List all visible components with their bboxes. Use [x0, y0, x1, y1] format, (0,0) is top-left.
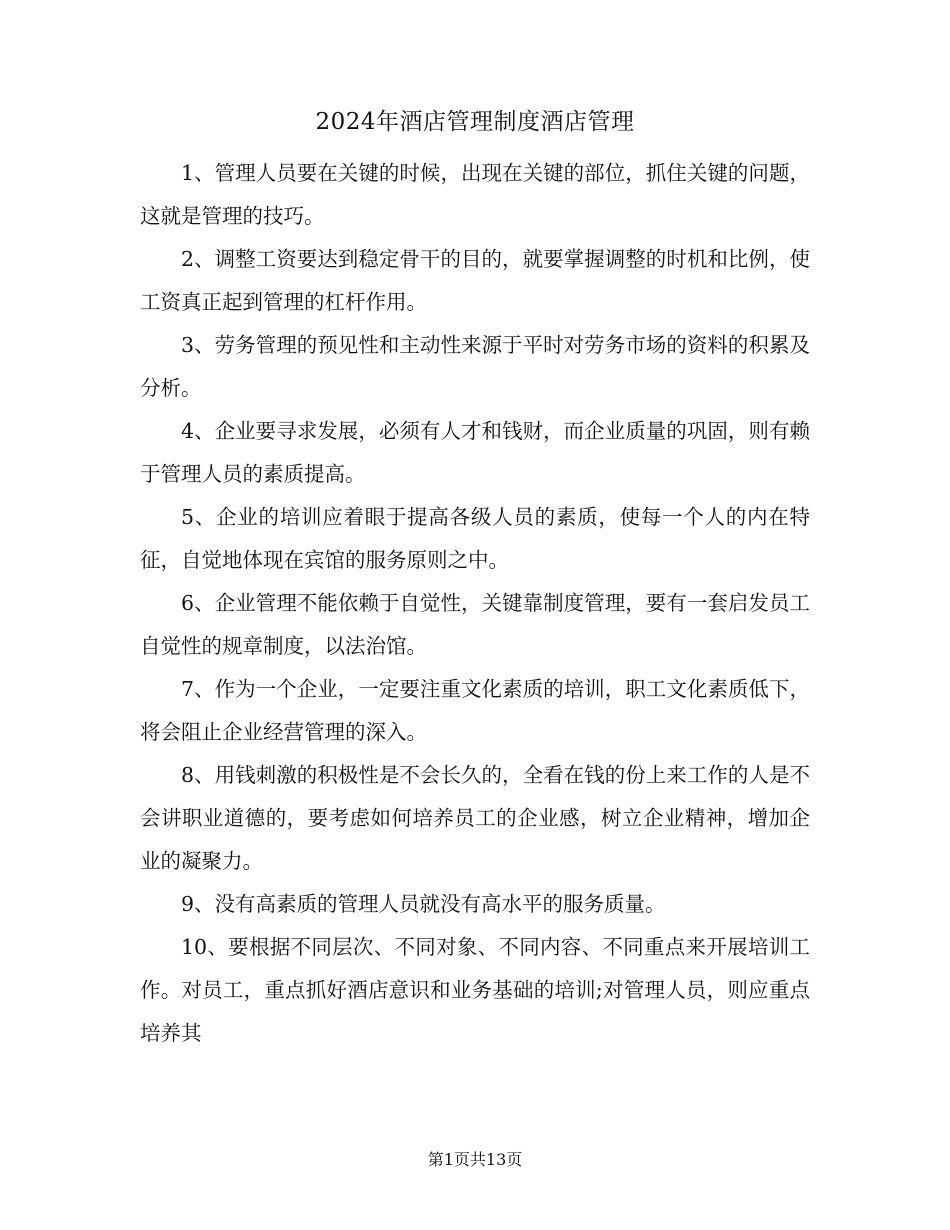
page-number-footer: 第1页共13页	[427, 1150, 523, 1169]
document-title: 2024年酒店管理制度酒店管理	[315, 109, 635, 135]
paragraph-5: 5、企业的培训应着眼于提高各级人员的素质，使每一个人的内在特征，自觉地体现在宾馆的服务原则之中。	[140, 505, 810, 572]
paragraph-6: 6、企业管理不能依赖于自觉性，关键靠制度管理，要有一套启发员工自觉性的规章制度，以法治馆。	[140, 591, 810, 658]
paragraph-7: 7、作为一个企业，一定要注重文化素质的培训，职工文化素质低下，将会阻止企业经营管理的深入。	[140, 677, 810, 744]
paragraph-1: 1、管理人员要在关键的时候，出现在关键的部位，抓住关键的问题，这就是管理的技巧。	[140, 161, 810, 228]
paragraph-10: 10、要根据不同层次、不同对象、不同内容、不同重点来开展培训工作。对员工，重点抓好酒店意识和业务基础的培训;对管理人员，则应重点培养其	[140, 935, 810, 1045]
paragraph-2: 2、调整工资要达到稳定骨干的目的，就要掌握调整的时机和比例，使工资真正起到管理的杠杆作用。	[140, 247, 810, 314]
paragraph-3: 3、劳务管理的预见性和主动性来源于平时对劳务市场的资料的积累及分析。	[140, 333, 810, 400]
document-body	[140, 152, 810, 1055]
paragraph-4: 4、企业要寻求发展，必须有人才和钱财，而企业质量的巩固，则有赖于管理人员的素质提高。	[140, 419, 810, 486]
paragraph-8: 8、用钱刺激的积极性是不会长久的，全看在钱的份上来工作的人是不会讲职业道德的，要考虑如何培养员工的企业感，树立企业精神，增加企业的凝聚力。	[140, 763, 810, 873]
paragraph-9: 9、没有高素质的管理人员就没有高水平的服务质量。	[181, 892, 666, 916]
